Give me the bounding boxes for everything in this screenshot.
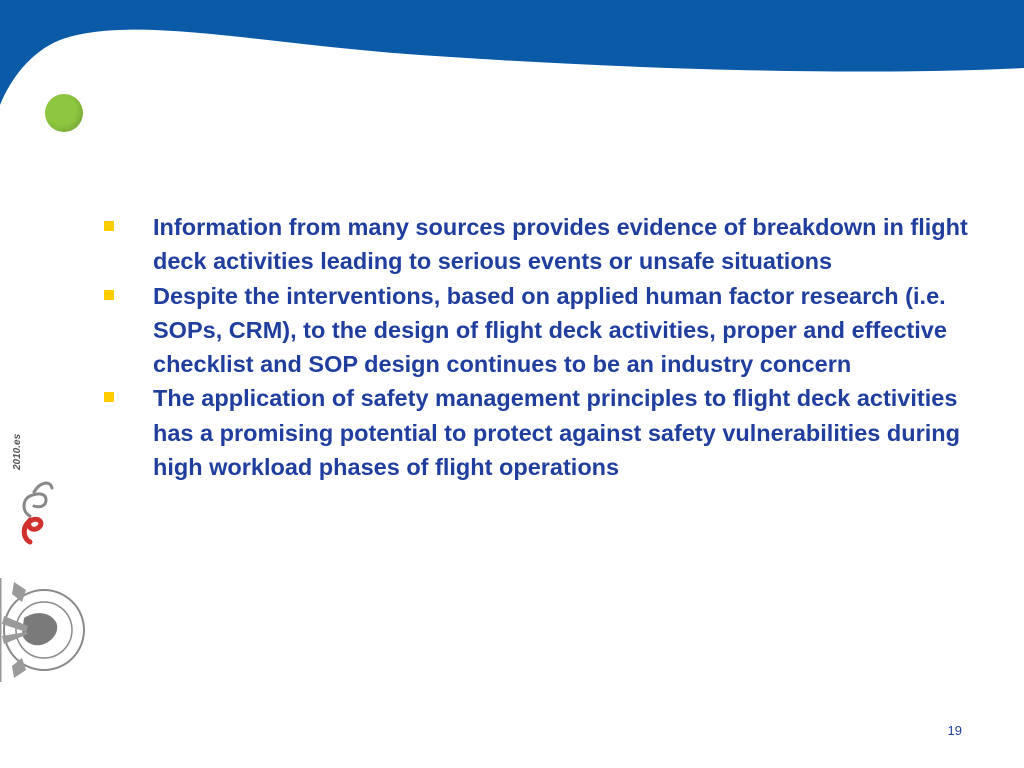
ecac-seal-logo [0,578,84,682]
bullet-text: The application of safety management principles to flight deck activities has a promising potential to protect against safety vulnerabilities during high workload phases of flight operations [153,385,960,481]
eu-presidency-logo [24,483,52,542]
header-wave [0,0,1024,120]
bullet-text: Despite the interventions, based on applied human factor research (i.e. SOPs, CRM), to the design of flight deck activities, proper and effective checklist and SOP design continues to be an industry concern [153,282,947,378]
bullet-item [104,381,974,484]
green-circle-icon [45,94,83,132]
bullet-item [104,210,974,279]
square-bullet-icon [104,392,114,402]
bullet-item [104,279,974,382]
bullet-list [104,210,974,484]
bullet-text: Information from many sources provides evidence of breakdown in flight deck activities leading to serious events or unsafe situations [153,214,968,275]
square-bullet-icon [104,221,114,231]
square-bullet-icon [104,290,114,300]
page-number: 19 [947,723,962,738]
eu-presidency-text: 2010.es [12,433,23,470]
